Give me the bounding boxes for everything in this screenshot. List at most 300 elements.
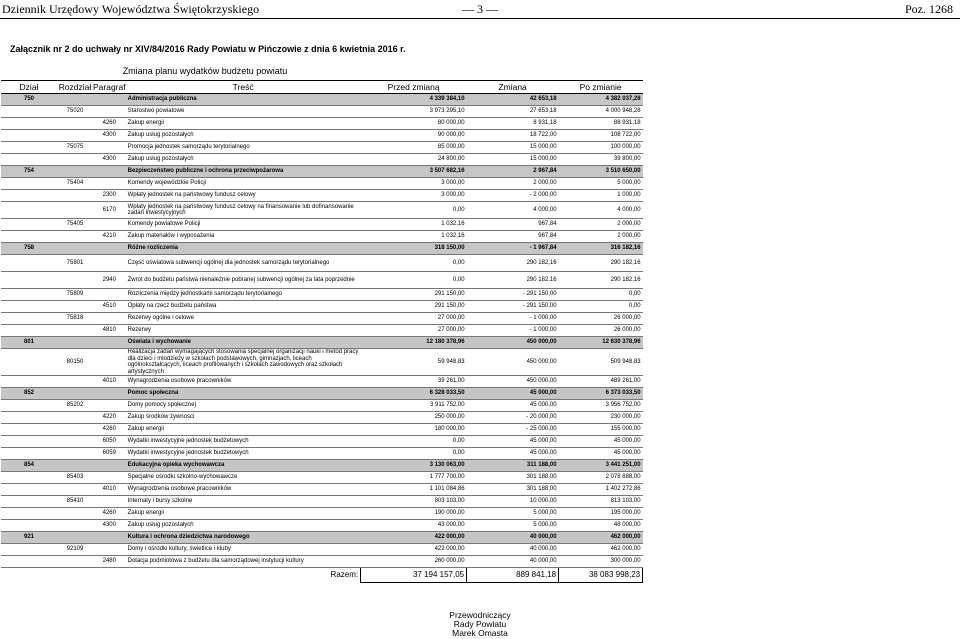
zmiana-cell: 290 182,16 [467,272,559,289]
dzial-cell: 750 [1,94,57,106]
paragraf-row [1,130,643,142]
paragraf-cell [93,178,126,190]
paragraf-cell: 4300 [93,154,126,166]
tresc-cell: Bezpieczeństwo publiczne i ochrona przeciwpożarowa [126,166,361,178]
rozdzial-cell: 92109 [57,544,93,556]
paragraf-cell [93,106,126,118]
przed-zmiana-cell: 3 000,00 [361,190,467,202]
po-zmianie-cell: 45 000,00 [559,436,643,448]
przed-zmiana-cell: 80 000,00 [361,118,467,130]
paragraf-cell [93,142,126,154]
przed-zmiana-cell: 1 777 700,00 [361,472,467,484]
po-zmianie-cell: 45 000,00 [559,448,643,460]
dzial-row [1,532,643,544]
paragraf-cell: 6059 [93,448,126,460]
tresc-cell: Kultura i ochrona dziedzictwa narodowego [126,532,361,544]
rozdzial-cell [57,508,93,520]
zmiana-cell: - 291 150,00 [467,289,559,301]
tresc-cell: Zakup energii [126,118,361,130]
rozdzial-cell [57,118,93,130]
dzial-cell [1,118,57,130]
rozdzial-cell: 75404 [57,178,93,190]
rozdzial-row [1,313,643,325]
tresc-cell: Zwrot do budżetu państwa nienależnie pobranej subwencji ogólnej za lata poprzednie [126,272,361,289]
paragraf-cell: 4220 [93,412,126,424]
paragraf-cell: 6170 [93,202,126,219]
dzial-row [1,243,643,255]
zmiana-cell: - 1 000,00 [467,325,559,337]
rozdzial-cell [57,436,93,448]
rozdzial-cell: 85410 [57,496,93,508]
przed-zmiana-cell: 180 000,00 [361,424,467,436]
dzial-cell: 854 [1,460,57,472]
po-zmianie-cell: 1 000,00 [559,190,643,202]
dzial-cell [1,496,57,508]
zmiana-cell: 450 000,00 [467,337,559,349]
przed-zmiana-cell: 85 000,00 [361,142,467,154]
zmiana-cell: 967,84 [467,219,559,231]
paragraf-row [1,412,643,424]
tresc-cell: Starostwo powiatowe [126,106,361,118]
przed-zmiana-cell: 1 032,16 [361,231,467,243]
zmiana-cell: - 20 000,00 [467,412,559,424]
dzial-cell [1,190,57,202]
po-zmianie-cell: 3 956 752,00 [559,400,643,412]
przed-zmiana-cell: 27 000,00 [361,313,467,325]
paragraf-row [1,190,643,202]
dzial-cell: 852 [1,388,57,400]
dzial-cell: 758 [1,243,57,255]
tresc-cell: Wpłaty jednostek na państwowy fundusz celowy [126,190,361,202]
rozdzial-cell: 75809 [57,289,93,301]
zmiana-cell: 10 000,00 [467,496,559,508]
zmiana-cell: - 25 000,00 [467,424,559,436]
totals-before: 37 194 157,05 [361,568,467,583]
dzial-cell [1,544,57,556]
tresc-cell: Domy i ośrodki kultury, świetlice i kluby [126,544,361,556]
tresc-cell: Specjalne ośrodki szkolno-wychowawcze [126,472,361,484]
rozdzial-row [1,106,643,118]
paragraf-row [1,424,643,436]
przed-zmiana-cell: 291 150,00 [361,289,467,301]
dzial-cell [1,424,57,436]
dzial-cell [1,231,57,243]
paragraf-row [1,448,643,460]
zmiana-cell: 27 653,18 [467,106,559,118]
tresc-cell: Oświata i wychowanie [126,337,361,349]
col-zmiana: Zmiana [467,81,559,94]
dzial-cell [1,106,57,118]
paragraf-cell [93,349,126,376]
po-zmianie-cell: 48 000,00 [559,520,643,532]
rozdzial-row [1,472,643,484]
po-zmianie-cell: 100 000,00 [559,142,643,154]
przed-zmiana-cell: 250 000,00 [361,412,467,424]
zmiana-cell: 4 000,00 [467,202,559,219]
rozdzial-cell: 75020 [57,106,93,118]
przed-zmiana-cell: 803 103,00 [361,496,467,508]
przed-zmiana-cell: 3 911 752,00 [361,400,467,412]
rozdzial-row [1,289,643,301]
tresc-cell: Administracja publiczna [126,94,361,106]
tresc-cell: Promocja jednostek samorządu terytorialnego [126,142,361,154]
tresc-cell: Część oświatowa subwencji ogólnej dla jednostek samorządu terytorialnego [126,255,361,272]
rozdzial-cell [57,190,93,202]
przed-zmiana-cell: 6 328 033,50 [361,388,467,400]
paragraf-cell [93,532,126,544]
paragraf-cell [93,337,126,349]
paragraf-row [1,325,643,337]
paragraf-row [1,376,643,388]
paragraf-cell: 2480 [93,556,126,568]
po-zmianie-cell: 2 000,00 [559,219,643,231]
tresc-cell: Komendy powiatowe Policji [126,219,361,231]
paragraf-cell: 4260 [93,424,126,436]
przed-zmiana-cell: 43 000,00 [361,520,467,532]
paragraf-row [1,520,643,532]
table-header-row [1,81,643,94]
po-zmianie-cell: 3 510 650,00 [559,166,643,178]
col-po-zmianie: Po zmianie [559,81,643,94]
paragraf-cell [93,313,126,325]
page-header [0,0,960,19]
rozdzial-cell [57,231,93,243]
col-przed-zmiana: Przed zmianą [361,81,467,94]
signature-block [430,611,530,638]
przed-zmiana-cell: 3 973 295,10 [361,106,467,118]
rozdzial-cell [57,460,93,472]
rozdzial-cell [57,243,93,255]
dzial-cell: 921 [1,532,57,544]
tresc-cell: Wydatki inwestycyjne jednostek budżetowych [126,436,361,448]
przed-zmiana-cell: 12 180 378,96 [361,337,467,349]
dzial-cell [1,436,57,448]
paragraf-row [1,118,643,130]
dzial-cell [1,349,57,376]
po-zmianie-cell: 26 000,00 [559,325,643,337]
rozdzial-cell [57,424,93,436]
po-zmianie-cell: 509 948,83 [559,349,643,376]
przed-zmiana-cell: 4 339 384,10 [361,94,467,106]
po-zmianie-cell: 12 630 378,96 [559,337,643,349]
przed-zmiana-cell: 3 130 063,00 [361,460,467,472]
dzial-cell [1,142,57,154]
tresc-cell: Zakup energii [126,424,361,436]
tresc-cell: Zakup energii [126,508,361,520]
zmiana-cell: 301 188,00 [467,484,559,496]
col-paragraf: Paragraf [93,82,126,92]
zmiana-cell: - 2 000,00 [467,190,559,202]
rozdzial-cell [57,130,93,142]
przed-zmiana-cell: 422 000,00 [361,532,467,544]
rozdzial-cell: 85202 [57,400,93,412]
paragraf-row [1,484,643,496]
po-zmianie-cell: 4 382 037,28 [559,94,643,106]
zmiana-cell: 18 722,00 [467,130,559,142]
przed-zmiana-cell: 0,00 [361,448,467,460]
dzial-row [1,460,643,472]
zmiana-cell: 15 000,00 [467,142,559,154]
rozdzial-cell: 75801 [57,255,93,272]
dzial-cell [1,202,57,219]
paragraf-cell: 6050 [93,436,126,448]
dzial-cell: 801 [1,337,57,349]
po-zmianie-cell: 2 078 888,00 [559,472,643,484]
zmiana-cell: 450 000,00 [467,349,559,376]
tresc-cell: Rezerwy ogólne i celowe [126,313,361,325]
paragraf-row [1,154,643,166]
tresc-cell: Edukacyjna opieka wychowawcza [126,460,361,472]
po-zmianie-cell: 4 000 948,28 [559,106,643,118]
przed-zmiana-cell: 1 101 084,86 [361,484,467,496]
dzial-cell: 754 [1,166,57,178]
totals-label: Razem: [330,570,359,579]
zmiana-cell: 45 000,00 [467,448,559,460]
paragraf-row [1,301,643,313]
paragraf-cell: 4010 [93,484,126,496]
dzial-cell [1,301,57,313]
zmiana-cell: 15 000,00 [467,154,559,166]
col-rozdzial: Rozdział [58,82,92,92]
tresc-cell: Opłaty na rzecz budżetu państwa [126,301,361,313]
dzial-cell [1,130,57,142]
po-zmianie-cell: 39 800,00 [559,154,643,166]
zmiana-cell: 8 931,18 [467,118,559,130]
dzial-cell [1,325,57,337]
zmiana-cell: 5 000,00 [467,508,559,520]
paragraf-cell [93,472,126,484]
tresc-cell: Zakup usług pozostałych [126,154,361,166]
rozdzial-cell: 75405 [57,219,93,231]
table-body [1,94,643,568]
zmiana-cell: - 1 967,84 [467,243,559,255]
zmiana-cell: 40 000,00 [467,556,559,568]
dzial-cell [1,376,57,388]
dzial-cell [1,448,57,460]
tresc-cell: Domy pomocy społecznej [126,400,361,412]
dzial-cell [1,154,57,166]
rozdzial-cell [57,388,93,400]
po-zmianie-cell: 0,00 [559,301,643,313]
po-zmianie-cell: 3 441 251,00 [559,460,643,472]
budget-table [1,80,643,583]
tresc-cell: Internaty i bursy szkolne [126,496,361,508]
dzial-cell [1,556,57,568]
dzial-cell [1,472,57,484]
paragraf-row [1,508,643,520]
po-zmianie-cell: 26 000,00 [559,313,643,325]
przed-zmiana-cell: 1 032,16 [361,219,467,231]
dzial-cell [1,412,57,424]
przed-zmiana-cell: 0,00 [361,202,467,219]
zmiana-cell: 40 000,00 [467,544,559,556]
rozdzial-cell [57,272,93,289]
col-tresc: Treść [126,81,361,94]
przed-zmiana-cell: 190 000,00 [361,508,467,520]
rozdzial-cell [57,301,93,313]
po-zmianie-cell: 813 103,00 [559,496,643,508]
przed-zmiana-cell: 260 000,00 [361,556,467,568]
po-zmianie-cell: 0,00 [559,289,643,301]
rozdzial-cell [57,337,93,349]
po-zmianie-cell: 300 000,00 [559,556,643,568]
paragraf-cell: 4010 [93,376,126,388]
po-zmianie-cell: 290 182,16 [559,272,643,289]
tresc-cell: Wynagrodzenia osobowe pracowników [126,484,361,496]
tresc-cell: Pomoc społeczna [126,388,361,400]
paragraf-cell: 4260 [93,508,126,520]
po-zmianie-cell: 195 000,00 [559,508,643,520]
rozdzial-cell [57,412,93,424]
zmiana-cell: 311 188,00 [467,460,559,472]
przed-zmiana-cell: 3 507 682,16 [361,166,467,178]
paragraf-cell [93,460,126,472]
paragraf-cell: 4300 [93,130,126,142]
signature-name: Marek Omasta [452,628,508,638]
paragraf-row [1,231,643,243]
paragraf-cell: 4510 [93,301,126,313]
tresc-cell: Zakup środków żywności [126,412,361,424]
przed-zmiana-cell: 59 948,83 [361,349,467,376]
paragraf-cell [93,400,126,412]
zmiana-cell: 301 188,00 [467,472,559,484]
tresc-cell: Rezerwy [126,325,361,337]
po-zmianie-cell: 2 000,00 [559,231,643,243]
tresc-cell: Różne rozliczenia [126,243,361,255]
paragraf-row [1,556,643,568]
po-zmianie-cell: 155 000,00 [559,424,643,436]
rozdzial-row [1,219,643,231]
zmiana-cell: 45 000,00 [467,400,559,412]
dzial-cell [1,272,57,289]
paragraf-cell: 4210 [93,231,126,243]
zmiana-cell: 40 000,00 [467,532,559,544]
rozdzial-cell: 75075 [57,142,93,154]
rozdzial-row [1,178,643,190]
zmiana-cell: 45 000,00 [467,388,559,400]
zmiana-cell: 450 000,00 [467,376,559,388]
rozdzial-cell: 85403 [57,472,93,484]
totals-after: 38 083 998,23 [559,568,643,583]
paragraf-cell [93,243,126,255]
paragraf-cell: 4260 [93,118,126,130]
rozdzial-cell [57,484,93,496]
rozdzial-cell [57,166,93,178]
przed-zmiana-cell: 3 000,00 [361,178,467,190]
tresc-cell: Wydatki inwestycyjne jednostek budżetowych [126,448,361,460]
rozdzial-cell [57,556,93,568]
tresc-cell: Zakup usług pozostałych [126,520,361,532]
dzial-cell [1,178,57,190]
rozdzial-cell [57,154,93,166]
rozdzial-cell [57,532,93,544]
rozdzial-cell: 80150 [57,349,93,376]
zmiana-cell: 42 653,18 [467,94,559,106]
zmiana-cell: 2 967,84 [467,166,559,178]
tresc-cell: Realizacja zadań wymagających stosowania specjalnej organizacji nauki i metod pracy dla dzieci i młodzieży w szkołach podstawowych, gimnazjach, liceach ogólnokształcących, liceach profilowanych i szkołach zawodowych oraz szkołach artystycznych [126,349,361,376]
przed-zmiana-cell: 90 000,00 [361,130,467,142]
signature-body: Rady Powiatu [453,619,507,629]
przed-zmiana-cell: 39 261,00 [361,376,467,388]
przed-zmiana-cell: 0,00 [361,255,467,272]
dzial-cell [1,484,57,496]
page-number: — 3 — [462,2,498,16]
po-zmianie-cell: 462 000,00 [559,532,643,544]
tresc-cell: Komendy wojewódzkie Policji [126,178,361,190]
po-zmianie-cell: 290 182,16 [559,255,643,272]
po-zmianie-cell: 489 261,00 [559,376,643,388]
po-zmianie-cell: 4 000,00 [559,202,643,219]
rozdzial-cell: 75818 [57,313,93,325]
przed-zmiana-cell: 27 000,00 [361,325,467,337]
zmiana-cell: 2 000,00 [467,178,559,190]
dzial-cell [1,255,57,272]
po-zmianie-cell: 1 402 272,86 [559,484,643,496]
zmiana-cell: - 291 150,00 [467,301,559,313]
przed-zmiana-cell: 422 000,00 [361,544,467,556]
dzial-cell [1,289,57,301]
tresc-cell: Dotacja podmiotowa z budżetu dla samorządowej instytucji kultury [126,556,361,568]
table-title: Zmiana planu wydatków budżetu powiatu [122,66,288,76]
po-zmianie-cell: 88 931,18 [559,118,643,130]
rozdzial-row [1,349,643,376]
paragraf-cell: 4300 [93,520,126,532]
dzial-row [1,337,643,349]
rozdzial-cell [57,448,93,460]
zmiana-cell: 967,84 [467,231,559,243]
przed-zmiana-cell: 0,00 [361,272,467,289]
tresc-cell: Zakup usług pozostałych [126,130,361,142]
zmiana-cell: 290 182,16 [467,255,559,272]
zmiana-cell: - 1 000,00 [467,313,559,325]
paragraf-cell [93,388,126,400]
paragraf-row [1,272,643,289]
paragraf-cell [93,255,126,272]
przed-zmiana-cell: 24 800,00 [361,154,467,166]
paragraf-cell [93,94,126,106]
rozdzial-cell [57,202,93,219]
paragraf-cell: 2300 [93,190,126,202]
dzial-cell [1,508,57,520]
signature-title: Przewodniczący [449,610,511,620]
po-zmianie-cell: 316 182,16 [559,243,643,255]
dzial-cell [1,313,57,325]
journal-title: Dziennik Urzędowy Województwa Świętokrzyskiego [2,2,260,16]
po-zmianie-cell: 462 000,00 [559,544,643,556]
przed-zmiana-cell: 318 150,00 [361,243,467,255]
rozdzial-row [1,142,643,154]
dzial-cell [1,400,57,412]
dzial-cell [1,520,57,532]
paragraf-cell [93,219,126,231]
przed-zmiana-cell: 291 150,00 [361,301,467,313]
rozdzial-cell [57,376,93,388]
tresc-cell: Wynagrodzenia osobowe pracowników [126,376,361,388]
paragraf-cell [93,544,126,556]
paragraf-cell [93,289,126,301]
rozdzial-row [1,496,643,508]
po-zmianie-cell: 6 373 033,50 [559,388,643,400]
rozdzial-row [1,544,643,556]
paragraf-cell [93,166,126,178]
paragraf-cell: 4810 [93,325,126,337]
po-zmianie-cell: 5 000,00 [559,178,643,190]
dzial-row [1,94,643,106]
attachment-heading: Załącznik nr 2 do uchwały nr XIV/84/2016 Rady Powiatu w Pińczowie z dnia 6 kwietnia 2016 r. [10,44,406,54]
paragraf-row [1,202,643,219]
tresc-cell: Wpłaty jednostek na państwowy fundusz celowy na finansowanie lub dofinansowanie zadań inwestycyjnych [126,202,361,219]
rozdzial-cell [57,94,93,106]
